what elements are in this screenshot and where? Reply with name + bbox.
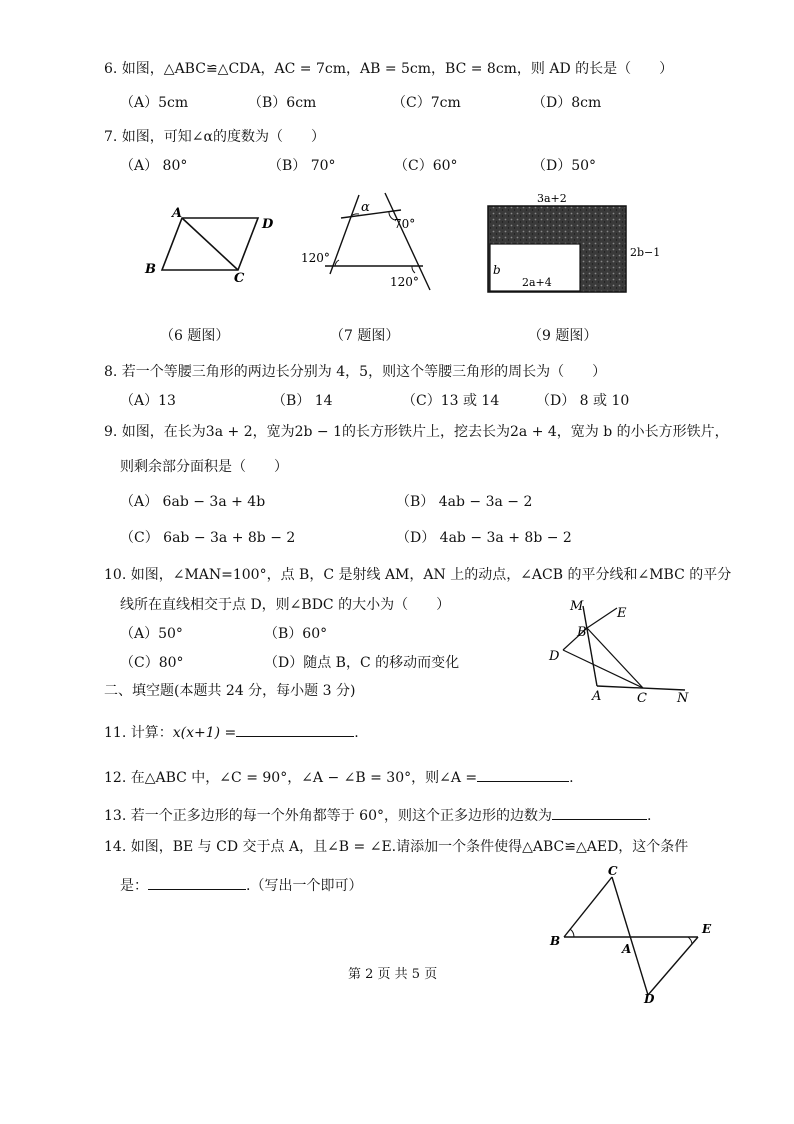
q9-stem: 9. 如图，在长为3a + 2，宽为2b − 1的长方形铁片上，挖去长为2a + 4，宽为 b 的小长方形铁片， (104, 424, 729, 440)
figure-6 (140, 200, 290, 290)
q11-prefix: 11. 计算： (104, 725, 173, 741)
q9-option-c: （C） 6ab − 3a + 8b − 2 (120, 530, 296, 546)
fig7-caption: （7 题图） (330, 328, 400, 344)
q8-option-c: （C）13 或 14 (402, 393, 500, 409)
q14-stem: 14. 如图，BE 与 CD 交于点 A，且∠B = ∠E.请添加一个条件使得△ABC≌△AED，这个条件 (104, 839, 689, 855)
fig6-caption: （6 题图） (160, 328, 230, 344)
fig6-label-c: C (234, 271, 245, 286)
fig9-caption: （9 题图） (528, 328, 598, 344)
fig9-label-bottom: 2a+4 (522, 276, 552, 289)
q9-option-d: （D） 4ab − 3a + 8b − 2 (396, 530, 572, 546)
fig10-label-n: N (677, 691, 689, 706)
fig14-label-e: E (702, 922, 712, 936)
q6-option-a: （A）5cm (120, 95, 189, 111)
fig7-label-70: 70° (394, 217, 416, 231)
q7-option-b: （B） 70° (268, 158, 336, 174)
fig14-label-a: A (622, 942, 632, 956)
fig6-label-b: B (145, 262, 156, 277)
fig10-label-e: E (617, 606, 627, 621)
q13-answer-blank[interactable] (552, 805, 647, 820)
q7-stem: 7. 如图，可知∠α的度数为（ ） (104, 129, 325, 145)
q8-stem: 8. 若一个等腰三角形的两边长分别为 4，5，则这个等腰三角形的周长为（ ） (104, 364, 607, 380)
fig9-label-right: 2b−1 (630, 246, 661, 259)
q8-option-d: （D） 8 或 10 (536, 393, 630, 409)
q7-option-d: （D）50° (532, 158, 597, 174)
q8-option-a: （A）13 (120, 393, 176, 409)
q10-option-b: （B）60° (264, 626, 328, 642)
q11-answer-blank[interactable] (236, 722, 354, 737)
q11-expr: x(x+1) = (172, 725, 237, 741)
q13 (104, 805, 651, 823)
q14-prefix: 是： (120, 878, 148, 894)
q9-option-b: （B） 4ab − 3a − 2 (396, 494, 533, 510)
figure-10 (545, 598, 695, 708)
q7-option-c: （C）60° (394, 158, 458, 174)
q12-suffix: . (569, 770, 574, 786)
fig9-label-top: 3a+2 (537, 192, 567, 205)
q12 (104, 767, 574, 785)
q6-stem: 6. 如图，△ABC≌△CDA，AC = 7cm，AB = 5cm，BC = 8cm，则 AD 的长是（ ） (104, 61, 674, 77)
fig10-label-b: B (577, 625, 587, 640)
q9-stem-2: 则剩余部分面积是（ ） (120, 459, 288, 475)
figure-9 (480, 188, 680, 300)
figure-7 (295, 190, 445, 300)
q10-option-d: （D）随点 B，C 的移动而变化 (264, 655, 460, 671)
fig14-label-d: D (644, 992, 655, 1005)
q6-option-c: （C）7cm (392, 95, 461, 111)
fig6-label-d: D (262, 217, 274, 232)
fig10-label-a: A (592, 689, 602, 704)
fig9-label-b: b (493, 263, 501, 277)
figure-14 (540, 865, 720, 1005)
q10-option-a: （A）50° (120, 626, 183, 642)
q10-option-c: （C）80° (120, 655, 184, 671)
fig6-label-a: A (172, 206, 183, 221)
q12-answer-blank[interactable] (477, 767, 569, 782)
q11-suffix: . (354, 725, 359, 741)
q9-option-a: （A） 6ab − 3a + 4b (120, 494, 266, 510)
q8-option-b: （B） 14 (272, 393, 333, 409)
q11 (104, 722, 359, 740)
fig10-label-m: M (570, 599, 584, 614)
q6-option-b: （B）6cm (248, 95, 317, 111)
q12-text: 12. 在△ABC 中，∠C = 90°，∠A − ∠B = 30°，则∠A = (104, 770, 478, 786)
fig7-label-120-right: 120° (390, 275, 419, 289)
fig14-label-c: C (608, 865, 618, 878)
page-footer: 第 2 页 共 5 页 (348, 967, 438, 982)
section-2-title: 二、填空题(本题共 24 分，每小题 3 分) (104, 683, 356, 699)
fig7-label-120-left: 120° (301, 251, 330, 265)
q10-stem-2: 线所在直线相交于点 D，则∠BDC 的大小为（ ） (120, 597, 451, 613)
q13-text: 13. 若一个正多边形的每一个外角都等于 60°，则这个正多边形的边数为 (104, 808, 552, 824)
q13-suffix: . (646, 808, 652, 824)
fig10-label-d: D (549, 649, 560, 664)
q7-option-a: （A） 80° (120, 158, 188, 174)
q14-suffix: .（写出一个即可） (246, 878, 363, 894)
fig7-label-alpha: α (361, 200, 370, 215)
q10-stem: 10. 如图，∠MAN=100°，点 B，C 是射线 AM，AN 上的动点，∠ACB 的平分线和∠MBC 的平分 (104, 567, 732, 583)
q6-option-d: （D）8cm (532, 95, 602, 111)
q14-answer-blank[interactable] (148, 875, 246, 890)
fig14-label-b: B (550, 934, 561, 948)
q14-line2 (120, 875, 362, 893)
fig10-label-c: C (637, 691, 647, 706)
